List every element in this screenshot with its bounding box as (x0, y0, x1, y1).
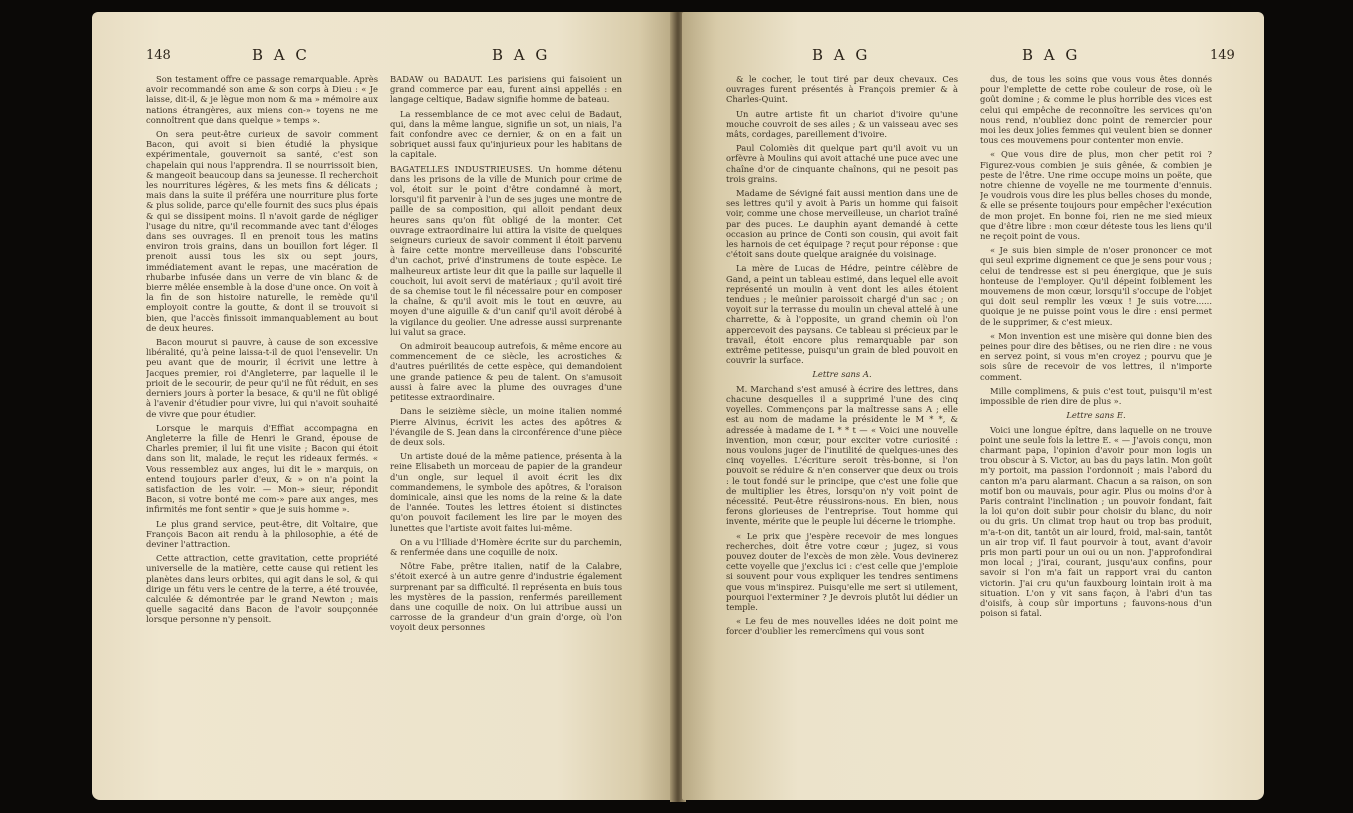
open-book (92, 12, 1264, 804)
page-number-left: 148 (146, 48, 171, 63)
paragraph: M. Marchand s'est amusé à écrire des lettres, dans chacune desquelles il a supprimé l'une des cinq voyelles. Commençons par la maîtresse sans A ; elle est au nom de madame la présidente le M * *, & adressée à madame de L * * t — « Voici une nouvelle invention, mon cœur, pour exciter votre curiosité : nous voulons juger de l'inutilité de quelques-unes des cinq voyelles. L'écriture seroit très-bonne, si l'on pouvoit se réduire & n'en conserver que deux ou trois : le tout fondé sur le principe, que c'est une folie que de multiplier les êtres, lorsqu'on n'y voit point de nécessité. Peut-être réussirons-nous. En bien, nous ferons glorieuses de l'entreprise. Tout homme qui invente, mérite que le peuple lui décerne le triomphe. (726, 383, 958, 527)
left-page-column-2 (390, 74, 622, 774)
paragraph: Le plus grand service, peut-être, dit Voltaire, que François Bacon ait rendu à la philosophie, a été de deviner l'attraction. (146, 518, 378, 549)
paragraph: « Que vous dire de plus, mon cher petit roi ? Figurez-vous combien je suis gênée, & combien je peste de l'être. Une rime occupe moins un poëte, que notre chienne de voyelle ne me tourmente d'ennuis. Je voudrois vous dire les plus belles choses du monde, & elle se présente toujours pour empêcher l'exécution de mon projet. En bonne foi, rien ne me sied mieux que d'être libre : mon cœur déteste tous les liens qu'il ne reçoit point de vous. (980, 149, 1212, 242)
paragraph: Madame de Sévigné fait aussi mention dans une de ses lettres qu'il y avoit à Paris un homme qui faisoit voir, comme une chose merveilleuse, un chariot traîné par des puces. Le dauphin ayant demandé à cette occasion au prince de Conti son cousin, qui avoit fait les harnois de cet équipage ? reçut pour réponse : que c'étoit sans doute quelque araignée du voisinage. (726, 188, 958, 260)
right-page (682, 12, 1264, 800)
running-head-right-inner: B A G (812, 46, 871, 64)
paragraph: Cette attraction, cette gravitation, cette propriété universelle de la matière, cette cause qui retient les planètes dans leurs orbites, qui agit dans le sol, & qui dirige un fétu vers le centre de la terre, a été trouvée, calculée & démontrée par le grand Newton ; mais quelle sagacité dans Bacon de l'avoir soupçonnée lorsque personne n'y pensoit. (146, 553, 378, 625)
paragraph: Dans le seizième siècle, un moine italien nommé Pierre Alvinus, écrivit les actes des apôtres & l'évangile de S. Jean dans la circonférence d'une pièce de deux sols. (390, 406, 622, 447)
running-head-right: B A G (1022, 46, 1081, 64)
right-page-column-2 (980, 74, 1212, 774)
paragraph: Bacon mourut si pauvre, à cause de son excessive libéralité, qu'à peine laissa-t-il de quoi l'ensevelir. Un peu avant que de mourir, il écrivit une lettre à Jacques premier, roi d'Angleterre, par laquelle il le prioit de le secourir, de peur qu'il ne fût réduit, en ses derniers jours à porter la besace, & qu'il ne fût obligé à l'avenir d'étudier pour vivre, lui qui n'avoit souhaité de vivre que pour étudier. (146, 337, 378, 419)
paragraph: & le cocher, le tout tiré par deux chevaux. Ces ouvrages furent présentés à François premier & à Charles-Quint. (726, 74, 958, 105)
paragraph: Lettre sans E. (1066, 410, 1126, 421)
paragraph: BADAW ou BADAUT. Les parisiens qui faisoient un grand commerce par eau, furent ainsi appellés : en langage celtique, Badaw signifie homme de bateau. (390, 74, 622, 105)
paragraph: La ressemblance de ce mot avec celui de Badaut, qui, dans la même langue, signifie un sot, un niais, l'a fait confondre avec ce dernier, & on en a fait un sobriquet aussi faux qu'injurieux pour les habitans de la capitale. (390, 108, 622, 160)
paragraph: Lettre sans A. (812, 369, 872, 380)
paragraph: Un artiste doué de la même patience, présenta à la reine Elisabeth un morceau de papier de la grandeur d'un ongle, sur lequel il avoit écrit les dix commandemens, le symbole des apôtres, & l'oraison dominicale, ainsi que les noms de la reine & la date de l'année. Toutes les lettres étoient si distinctes qu'on pouvoit facilement les lire par le moyen des lunettes que l'artiste avoit faites lui-même. (390, 451, 622, 533)
paragraph: « Le prix que j'espère recevoir de mes longues recherches, doit être votre cœur ; jugez, si vous pouvez douter de l'excès de mon zèle. Vous devinerez cette voyelle que j'exclus ici : c'est celle que j'emploie si souvent pour vous expliquer les tendres sentimens que vous m'inspirez. Puisqu'elle me sert si utilement, pourquoi l'exterminer ? Je devrois plutôt lui dédier un temple. (726, 530, 958, 612)
running-head-left-inner: B A G (492, 46, 551, 64)
paragraph: « Je suis bien simple de n'oser prononcer ce mot qui seul exprime dignement ce que je sens pour vous ; celui de tendresse est si peu énergique, que je suis honteuse de l'employer. Qu'il dépeint foiblement les mouvemens de mon cœur, lorsqu'il s'occupe de l'objet qui doit seul remplir les vœux ! Je suis votre...... quoique je ne puisse point vous le dire : ensi permet de le supprimer, & c'est mieux. (980, 245, 1212, 327)
paragraph: La mère de Lucas de Hédre, peintre célèbre de Gand, a peint un tableau estimé, dans lequel elle avoit représenté un moulin à vent dont les ailes étoient tendues ; le meûnier paroissoit chargé d'un sac ; on voyoit sur la terrasse du moulin un cheval attelé à une charrette, & à l'opposite, un grand chemin où l'on appercevoit des paysans. Ce tableau si précieux par le travail, étoit encore plus remarquable par son extrême petitesse, puisqu'un grain de bled pouvoit en couvrir la surface. (726, 263, 958, 366)
left-page (92, 12, 674, 800)
paragraph: Lorsque le marquis d'Effiat accompagna en Angleterre la fille de Henri le Grand, épouse de Charles premier, il lui fit une visite ; Bacon qui étoit dans son lit, malade, le reçut les rideaux fermés. « Vous ressemblez aux anges, lui dit le » marquis, on entend toujours parler d'eux, & » on n'a point la satisfaction de les voir. — Mon-» sieur, répondit Bacon, si votre bonté me com-» pare aux anges, mes infirmités me font sentir » que je suis homme ». (146, 422, 378, 515)
paragraph: On admiroit beaucoup autrefois, & même encore au commencement de ce siècle, les acrostiches & d'autres puérilités de cette espèce, qui demandoient une grande patience & peu de talent. On s'amusoit aussi à faire avec la plume des ouvrages d'une petitesse extraordinaire. (390, 341, 622, 403)
paragraph: Nôtre Fabe, prêtre italien, natif de la Calabre, s'étoit exercé à un autre genre d'industrie également surprenant par sa difficulté. Il représenta en buis tous les mystères de la passion, renfermés pareillement dans une coquille de noix. On lui attribue aussi un carrosse de la grandeur d'un grain d'orge, où l'on voyoit deux personnes (390, 561, 622, 633)
paragraph: Voici une longue épître, dans laquelle on ne trouve point une seule fois la lettre E. « — J'avois conçu, mon charmant papa, l'opinion d'avoir pour mon logis un trou obscur à S. Victor, au bas du pays latin. Mon goût m'y portoit, ma passion l'ordonnoit ; mais l'abord du canton m'a paru alarmant. Chacun a sa raison, on son motif bon ou mauvais, pour agir. Plus ou moins d'or à Paris contraint l'inclination ; un pouvoir fondant, fait la loi qu'on doit subir pour choisir du blanc, du noir ou du gris. Un climat trop haut ou trop bas produit, m'a-t-on dit, tantôt un air lourd, froid, mal-sain, tantôt un air trop vif. Il faut pourvoir à tout, avant d'avoir pris mon parti pour un oui ou un non. J'approfondirai mon local ; j'irai, courant, jusqu'aux confins, pour savoir si l'on m'a fait un rapport vrai du canton victorin. J'ai cru qu'un fauxbourg lointain iroit à ma situation. L'on y vit sans façon, à l'abri d'un tas d'oisifs, à coup sûr importuns ; fauvons-nous d'un poison si fatal. (980, 424, 1212, 619)
left-page-column-1 (146, 74, 378, 774)
paragraph: dus, de tous les soins que vous vous êtes donnés pour l'emplette de cette robe couleur de rose, où le goût domine ; & comme le plus horrible des vices est celui qui empêche de reconnoître les services qu'on nous rend, n'oubliez donc point de remercier pour moi les deux jolies femmes qui veulent bien se donner tous ces mouvemens pour contenter mon envie. (980, 74, 1212, 146)
paragraph: « Le feu de mes nouvelles idées ne doit point me forcer d'oublier les remercîmens qui vous sont (726, 616, 958, 637)
paragraph: On sera peut-être curieux de savoir comment Bacon, qui avoit si bien étudié la physique expérimentale, gouvernoit sa santé, c'est son chapelain qui nous l'apprendra. Il se nourrissoit bien, & mangeoit beaucoup dans sa jeunesse. Il recherchoit les nourritures légères, & les mets fins & délicats ; mais dans la suite il préféra une nourriture plus forte & plus solide, parce qu'elle fournit des sucs plus épais & qui se dissipent moins. Il n'avoit garde de négliger l'usage du nitre, qu'il recommande avec tant d'éloges dans ses ouvrages. Il en prenoit tous les matins environ trois grains, dans un bouillon fort léger. Il prenoit aussi tous les six ou sept jours, immédiatement avant le repas, une macération de rhubarbe infusée dans un verre de vin blanc & de bierre mêlée ensemble à la dose d'une once. On voit à la fin de son histoire naturelle, le remède qu'il employoit contre la goutte, & dont il se trouvoit si bien, que l'accès finissoit immanquablement au bout de deux heures. (146, 129, 378, 333)
paragraph: Son testament offre ce passage remarquable. Après avoir recommandé son ame & son corps à Dieu : « Je laisse, dit-il, & je lègue mon nom & ma » mémoire aux nations étrangères, aux miens con-» toyens ne me connoîtrent que dans quelque » temps ». (146, 74, 378, 125)
right-page-column-1 (726, 74, 958, 774)
paragraph: Un autre artiste fit un chariot d'ivoire qu'une mouche couvroit de ses ailes ; & un vaisseau avec ses mâts, cordages, pareillement d'ivoire. (726, 108, 958, 140)
paragraph: « Mon invention est une misère qui donne bien des peines pour dire des bêtises, ou ne rien dire : ne vous en servez point, si vous m'en croyez ; pourvu que je sois sûre de recevoir de vos lettres, il n'importe comment. (980, 330, 1212, 382)
paragraph: Paul Colomiès dit quelque part qu'il avoit vu un orfèvre à Moulins qui avoit attaché une puce avec une chaîne d'or de cinquante chaînons, qui ne pesoit pas trois grains. (726, 143, 958, 184)
running-head-left: B A C (252, 46, 310, 64)
paragraph: Mille complimens, & puis c'est tout, puisqu'il m'est impossible de rien dire de plus ». (980, 385, 1212, 407)
page-number-right: 149 (1210, 48, 1235, 63)
paragraph: BAGATELLES INDUSTRIEUSES. Un homme détenu dans les prisons de la ville de Munich pour crime de vol, étoit sur le point d'être condamné à mort, lorsqu'il fit parvenir à l'un de ses juges une montre de paille de sa composition, qui alloit pendant deux heures sans qu'on fût obligé de la monter. Cet ouvrage extraordinaire lui attira la visite de quelques seigneurs curieux de savoir comment il étoit parvenu à faire cette montre merveilleuse dans l'obscurité d'un cachot, privé d'instrumens de toute espèce. Le malheureux artiste leur dit que la paille sur laquelle il couchoit, lui avoit servi de matériaux ; qu'il avoit tiré de sa chemise tout le fil nécessaire pour en composer la chaîne, & qu'il avoit mis le tout en œuvre, au moyen d'une aiguille & d'un canif qu'il avoit dérobé à la vigilance du geolier. Une adresse aussi surprenante lui valut sa grace. (390, 163, 622, 337)
paragraph: On a vu l'Illiade d'Homère écrite sur du parchemin, & renfermée dans une coquille de noix. (390, 536, 622, 557)
